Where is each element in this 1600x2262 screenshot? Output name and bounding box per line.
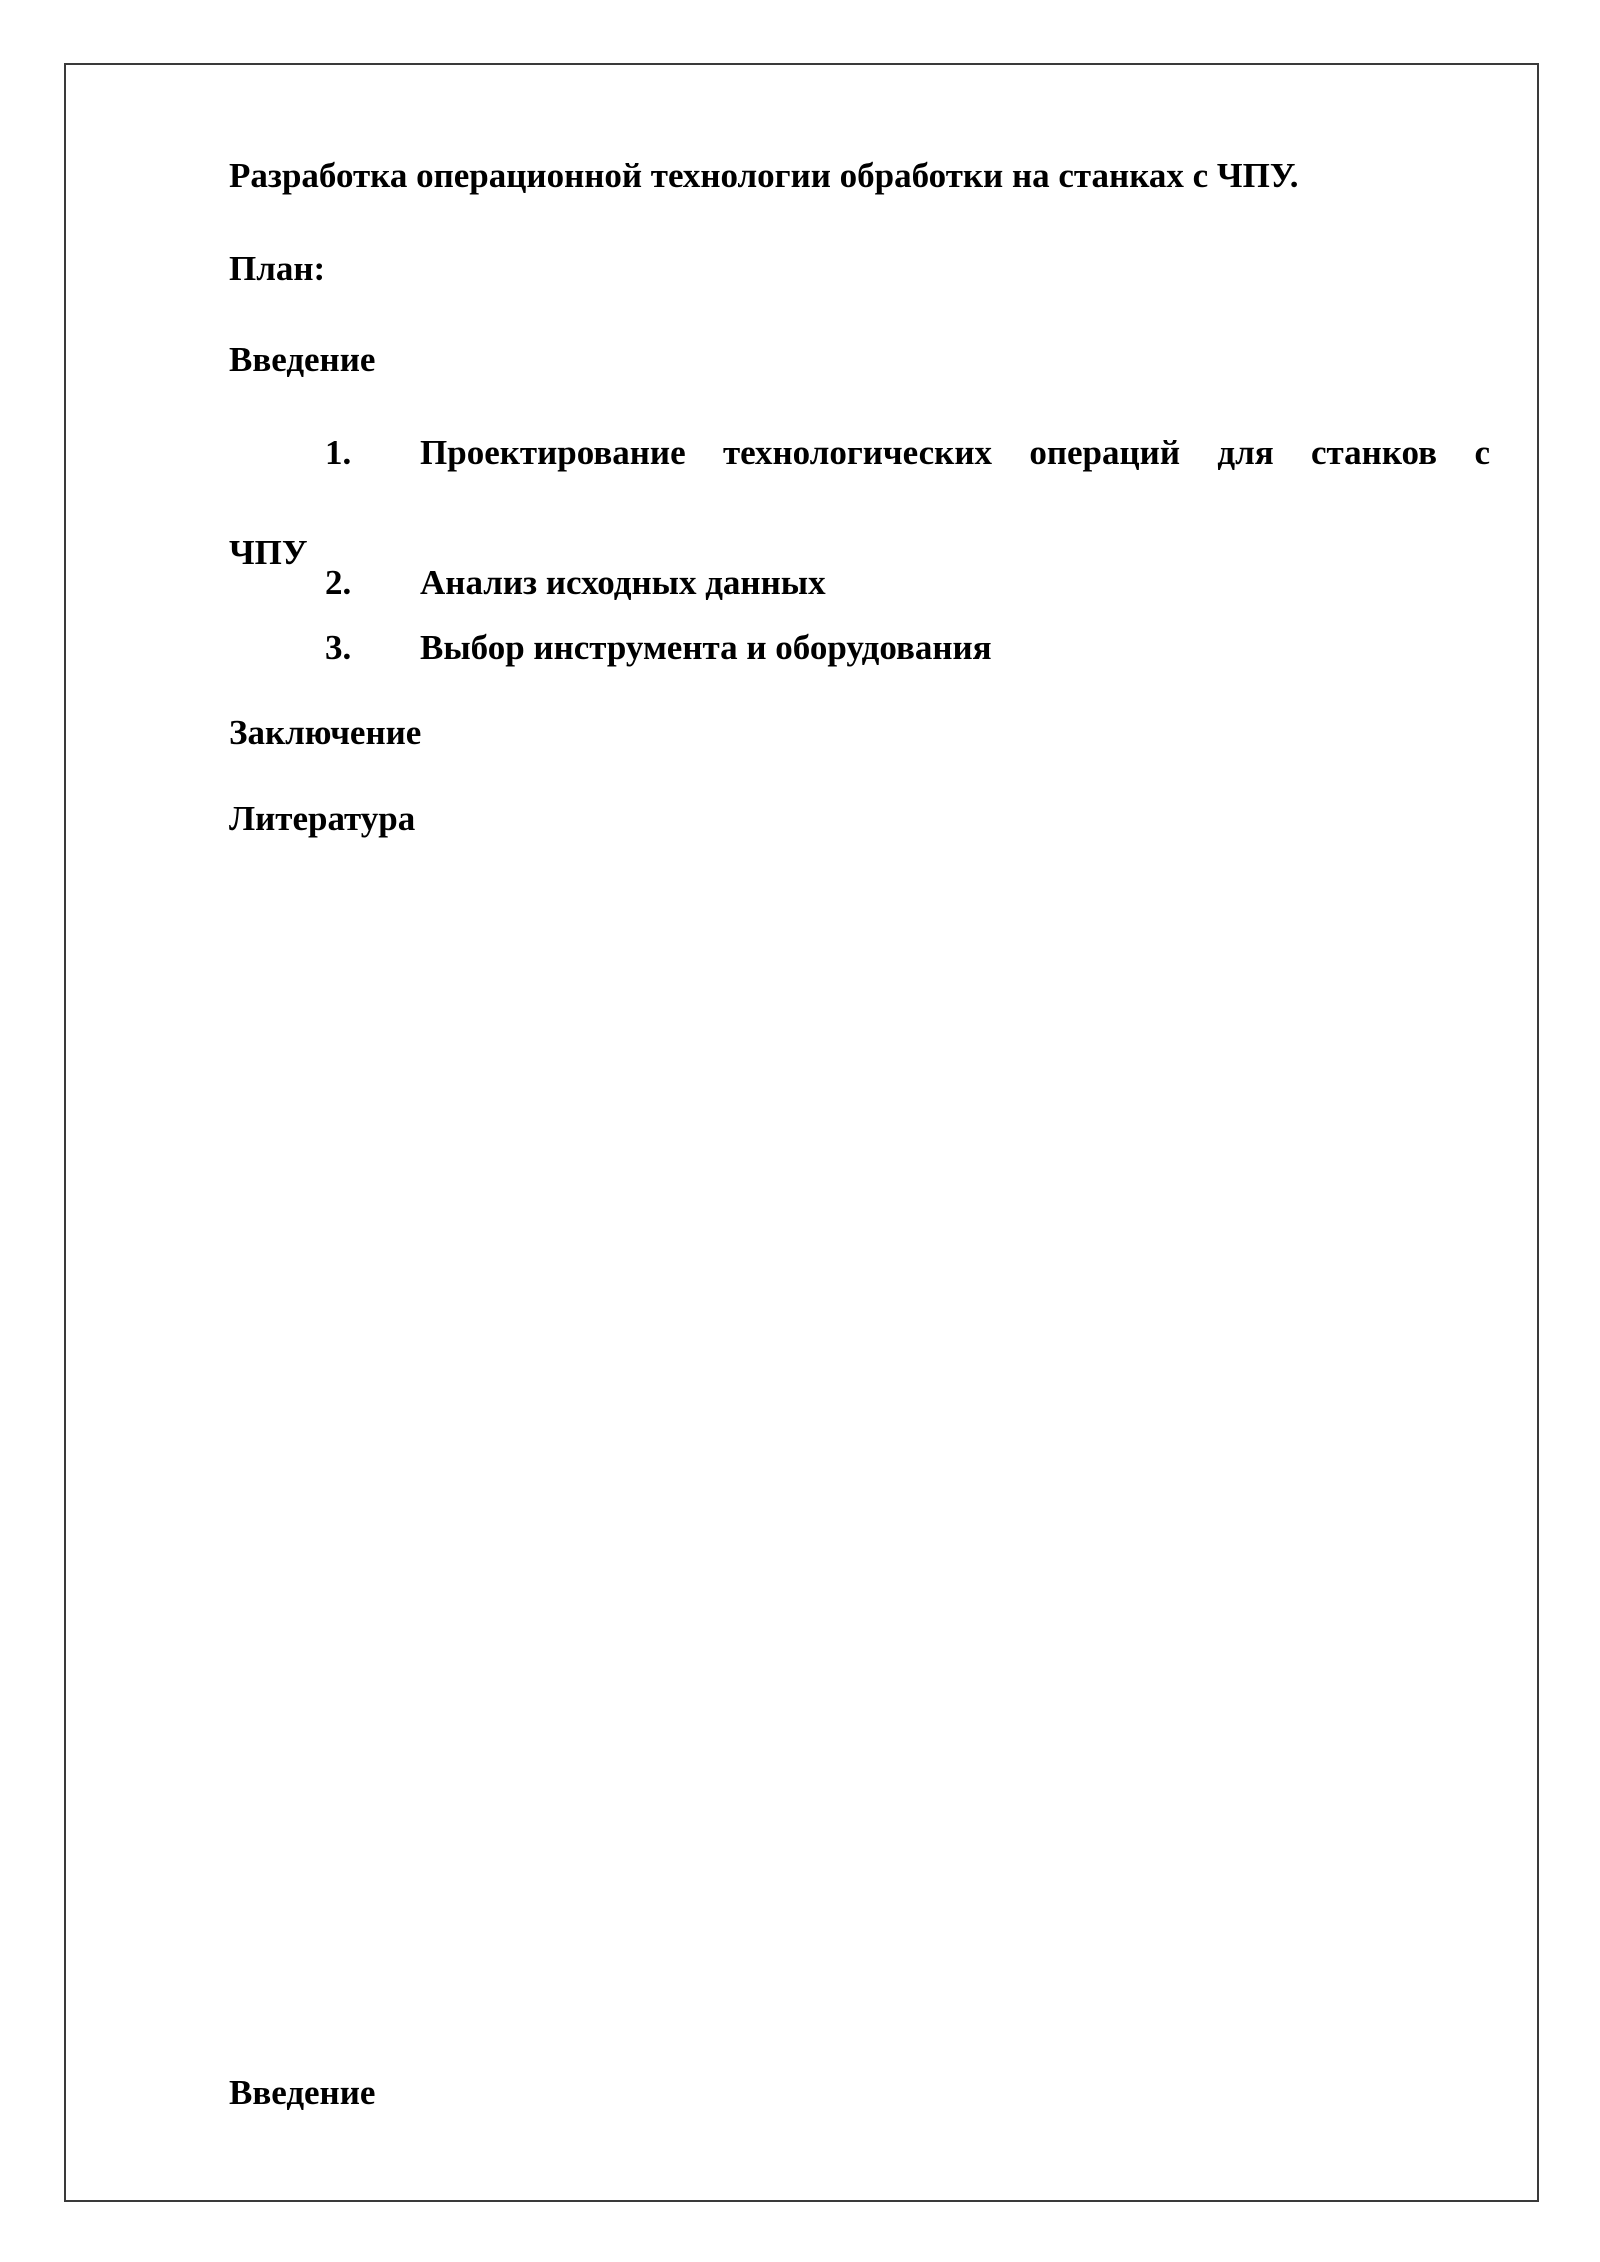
toc-item-word: для xyxy=(1217,433,1274,472)
toc-item-text: Анализ исходных данных xyxy=(420,563,826,602)
toc-item-word: Проектирование xyxy=(420,433,686,472)
toc-literature: Литература xyxy=(229,799,416,838)
toc-item-number: 1. xyxy=(325,433,352,472)
toc-item-text xyxy=(420,435,1490,470)
toc-item-word: операций xyxy=(1029,433,1181,472)
plan-label: План: xyxy=(229,249,326,288)
toc-item-word: с xyxy=(1474,433,1490,472)
toc-item-1-continuation: ЧПУ xyxy=(229,533,308,572)
section-heading-intro: Введение xyxy=(229,2073,376,2112)
document-title: Разработка операционной технологии обработки на станках с ЧПУ. xyxy=(229,156,1299,195)
page-border xyxy=(64,63,1539,2202)
toc-item-word: технологических xyxy=(722,433,992,472)
toc-conclusion: Заключение xyxy=(229,713,422,752)
toc-intro: Введение xyxy=(229,340,376,379)
toc-item-text: Выбор инструмента и оборудования xyxy=(420,628,992,667)
toc-item-word: станков xyxy=(1311,433,1438,472)
toc-item-number: 2. xyxy=(325,563,352,602)
toc-item-number: 3. xyxy=(325,628,352,667)
